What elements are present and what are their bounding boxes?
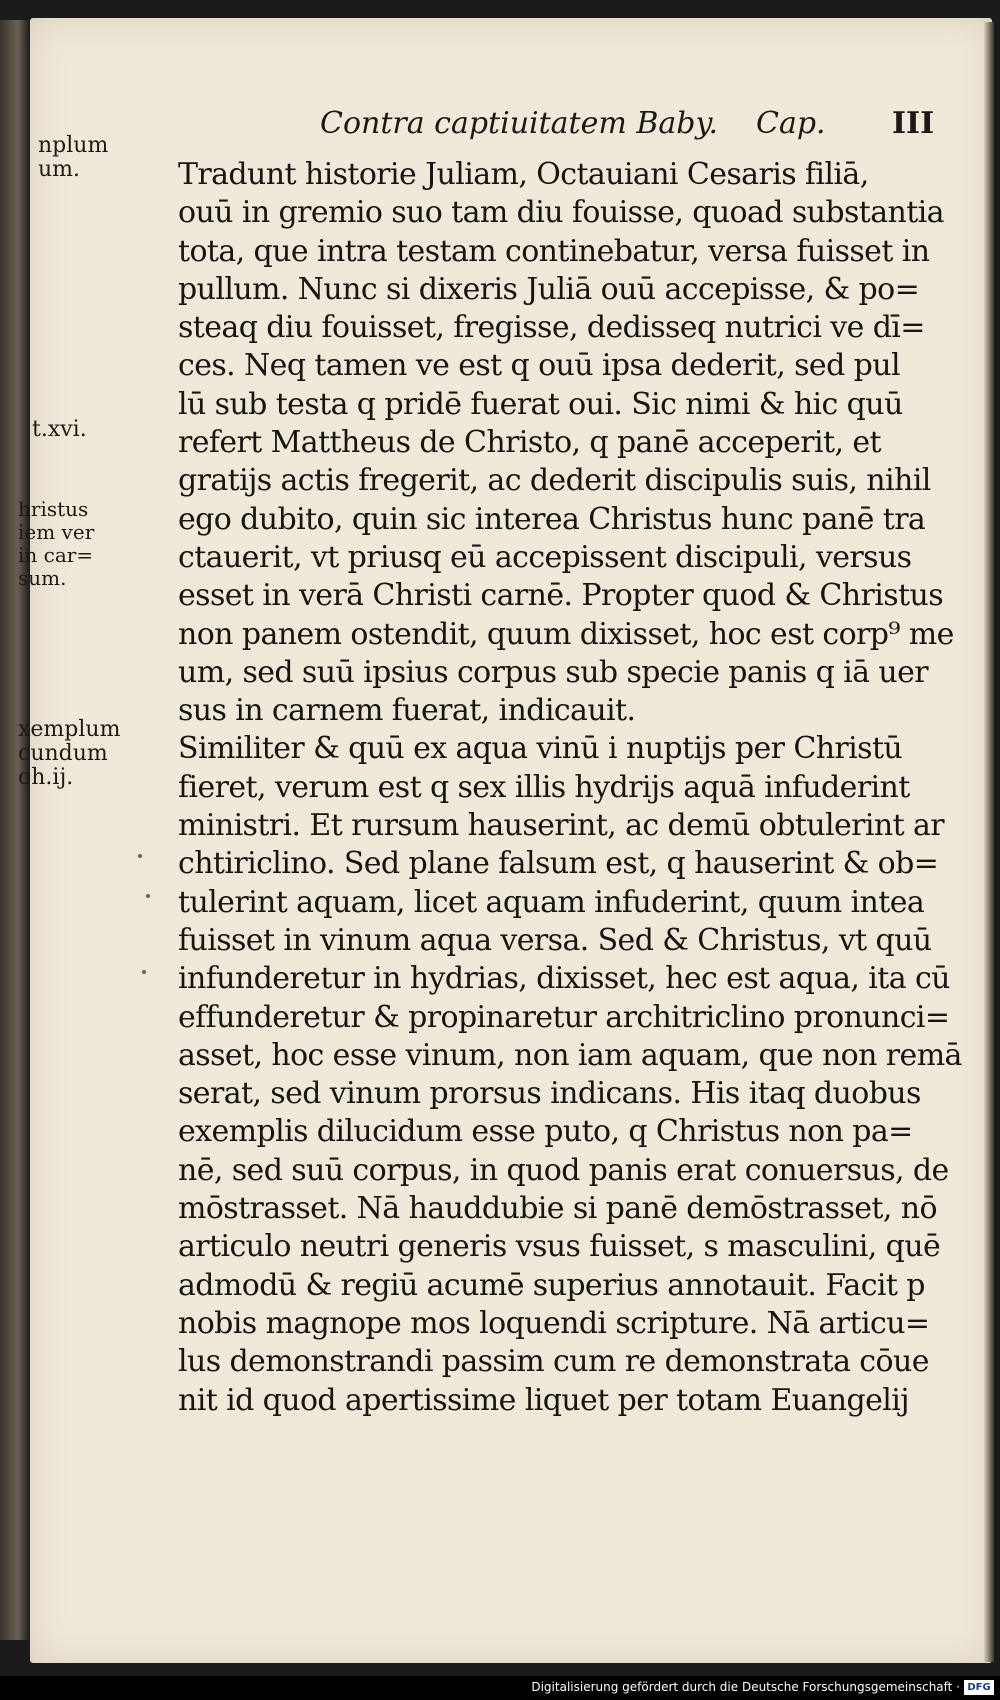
- book-gutter: [0, 20, 30, 1640]
- text-line: asset, hoc esse vinum, non iam aquam, que non remā: [178, 1037, 962, 1073]
- folio-number: III: [892, 106, 935, 141]
- margin-note-line: um.: [38, 157, 81, 182]
- text-line: pullum. Nunc si dixeris Juliā ouū accepisse, & po=: [178, 271, 920, 307]
- text-line: fuisset in vinum aqua versa. Sed & Christus, vt quū: [178, 922, 932, 958]
- text-line: ctauerit, vt priusq eū accepissent discipuli, versus: [178, 539, 912, 575]
- margin-note-2: [32, 418, 87, 442]
- text-line: lus demonstrandi passim cum re demonstrata cōue: [178, 1344, 929, 1380]
- text-line: ces. Neq tamen ve est q ouū ipsa dederit, sed pul: [178, 348, 900, 384]
- text-line: chtiriclino. Sed plane falsum est, q hauserint & ob=: [178, 846, 939, 882]
- text-line: lū sub testa q pridē fuerat oui. Sic nimi & hic quū: [178, 386, 903, 422]
- body-text: [178, 156, 978, 1420]
- running-head: [280, 106, 980, 146]
- text-line: esset in verā Christi carnē. Propter quod & Christus: [178, 578, 944, 614]
- margin-note-line: hristus: [18, 497, 89, 521]
- margin-note-line: oh.ij.: [18, 765, 74, 790]
- text-line: admodū & regiū acumē superius annotauit. Facit p: [178, 1267, 925, 1303]
- text-line: exemplis dilucidum esse puto, q Christus non pa=: [178, 1114, 913, 1150]
- running-head-chapter: Cap.: [756, 106, 826, 141]
- text-line: sus in carnem fuerat, indicauit.: [178, 693, 636, 729]
- text-line: non panem ostendit, quum dixisset, hoc est corp⁹ me: [178, 616, 954, 652]
- running-head-title: Contra captiuitatem Baby.: [320, 106, 718, 141]
- text-line: um, sed suū ipsius corpus sub specie panis q iā uer: [178, 654, 929, 690]
- margin-note-line: t.xvi.: [32, 417, 87, 442]
- text-line: infunderetur in hydrias, dixisset, hec est aqua, ita cū: [178, 961, 950, 997]
- footer-credit: Digitalisierung gefördert durch die Deutsche Forschungsgemeinschaft ·: [531, 1680, 960, 1694]
- text-line: effunderetur & propinaretur architriclino pronunci=: [178, 999, 950, 1035]
- margin-dot: [146, 894, 150, 898]
- margin-note-line: cundum: [18, 741, 108, 766]
- text-line: serat, sed vinum prorsus indicans. His itaq duobus: [178, 1076, 921, 1112]
- margin-note-3: [18, 498, 94, 590]
- text-line: ego dubito, quin sic interea Christus hunc panē tra: [178, 501, 926, 537]
- margin-note-line: iem ver: [18, 520, 95, 544]
- dfg-logo-icon: DFG: [964, 1680, 994, 1695]
- margin-dot: [142, 970, 146, 974]
- margin-note-line: sum.: [18, 566, 67, 590]
- text-line: Tradunt historie Juliam, Octauiani Cesaris filiā,: [178, 157, 869, 192]
- text-line: mōstrasset. Nā hauddubie si panē demōstrasset, nō: [178, 1191, 937, 1227]
- text-line: tulerint aquam, licet aquam infuderint, quum intea: [178, 884, 925, 920]
- book-page: [18, 18, 992, 1663]
- text-line: nobis magnope mos loquendi scripture. Nā articu=: [178, 1305, 930, 1341]
- text-line: Similiter & quū ex aqua vinū i nuptijs per Christū: [178, 731, 903, 767]
- page-edge: [984, 22, 994, 1662]
- margin-note-line: nplum: [38, 133, 109, 158]
- text-line: nit id quod apertissime liquet per totam Euangelij: [178, 1382, 909, 1418]
- text-line: fieret, verum est q sex illis hydrijs aquā infuderint: [178, 769, 910, 805]
- margin-note-1: [38, 134, 108, 182]
- margin-dot: [138, 854, 142, 858]
- margin-note-line: in car=: [18, 543, 94, 567]
- text-line: steaq diu fouisset, fregisse, dedisseq nutrici ve dī=: [178, 310, 925, 346]
- text-line: nē, sed suū corpus, in quod panis erat conuersus, de: [178, 1152, 949, 1188]
- text-line: articulo neutri generis vsus fuisset, s masculini, quē: [178, 1229, 941, 1265]
- text-line: refert Mattheus de Christo, q panē acceperit, et: [178, 425, 881, 461]
- text-line: ministri. Et rursum hauserint, ac demū obtulerint ar: [178, 808, 945, 844]
- margin-note-line: xemplum: [18, 717, 121, 742]
- text-line: tota, que intra testam continebatur, versa fuisset in: [178, 233, 930, 269]
- text-line: ouū in gremio suo tam diu fouisse, quoad substantia: [178, 195, 944, 231]
- text-line: gratijs actis fregerit, ac dederit discipulis suis, nihil: [178, 463, 931, 499]
- digitization-footer: [0, 1676, 1000, 1700]
- margin-note-4: [18, 718, 120, 790]
